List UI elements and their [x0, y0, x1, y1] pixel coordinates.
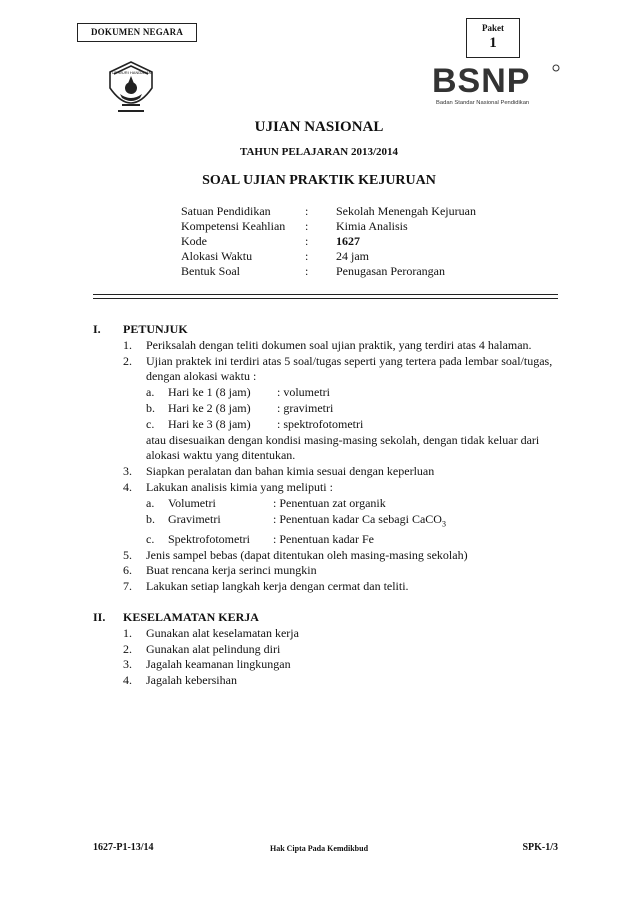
sub-letter: a. [146, 495, 155, 510]
item-text: Lakukan analisis kimia yang meliputi : [146, 479, 333, 494]
footer-page: SPK-1/3 [522, 842, 558, 853]
info-sep: : [305, 219, 309, 233]
sub-label: Gravimetri [168, 511, 221, 526]
sub-value: : Penentuan kadar Ca sebagi CaCO [273, 511, 442, 526]
info-label: Bentuk Soal [181, 264, 240, 278]
item-text: Lakukan setiap langkah kerja dengan cermat dan teliti. [146, 579, 409, 594]
item-number: 1. [123, 625, 132, 640]
list-item [123, 579, 563, 595]
section-number: II. [93, 609, 106, 624]
list-item [123, 548, 563, 564]
section-keselamatan [93, 610, 563, 689]
item-number: 5. [123, 547, 132, 562]
logo-left-text: TUT WURI HANDAYANI [109, 70, 153, 75]
item-text: Jenis sampel bebas (dapat ditentukan oleh masing-masing sekolah) [146, 547, 468, 562]
subscript: 3 [441, 518, 446, 528]
info-value: 24 jam [336, 249, 369, 263]
sub-label: Spektrofotometri [168, 531, 250, 546]
paket-box [466, 18, 520, 58]
info-value: Penugasan Perorangan [336, 264, 445, 278]
info-row [181, 264, 476, 279]
item-text: Jagalah keamanan lingkungan [146, 657, 291, 672]
item-text: Gunakan alat keselamatan kerja [146, 625, 299, 640]
list-item [123, 338, 563, 354]
item-number: 6. [123, 563, 132, 578]
item-note: atau disesuaikan dengan kondisi masing-masing sekolah, dengan tidak keluar dari alokasi waktu yang ditentukan. [146, 432, 540, 463]
list-item [123, 673, 563, 689]
section-heading: PETUNJUK [123, 322, 188, 336]
sub-item [146, 512, 563, 532]
item-text: Ujian praktek ini terdiri atas 5 soal/tugas seperti yang tertera pada lembar soal/tugas, dengan alokasi waktu : [146, 353, 553, 384]
info-sep: : [305, 234, 309, 248]
info-value: Kimia Analisis [336, 219, 408, 233]
paket-label: Paket [482, 23, 504, 33]
dokumen-negara-label: DOKUMEN NEGARA [77, 23, 197, 42]
list-item [123, 626, 563, 642]
sub-letter: c. [146, 531, 155, 546]
exam-subtitle: SOAL UJIAN PRAKTIK KEJURUAN [202, 173, 436, 188]
sub-letter: b. [146, 511, 155, 526]
item-number: 2. [123, 353, 132, 368]
info-sep: : [305, 249, 309, 263]
section-number: I. [93, 322, 101, 336]
sub-value: : Penentuan zat organik [273, 495, 386, 510]
footer-code: 1627-P1-13/14 [93, 842, 154, 853]
item-text: Gunakan alat pelindung diri [146, 641, 281, 656]
sub-item [146, 532, 563, 548]
item-number: 4. [123, 479, 132, 494]
item-text: Buat rencana kerja serinci mungkin [146, 563, 317, 578]
info-row [181, 249, 476, 264]
item-number: 3. [123, 657, 132, 672]
document-body [93, 322, 563, 689]
divider-top [93, 294, 558, 295]
sub-item [146, 496, 563, 512]
item-number: 4. [123, 673, 132, 688]
info-value: Sekolah Menengah Kejuruan [336, 204, 476, 218]
list-item [123, 464, 563, 480]
sub-item [146, 417, 563, 433]
info-label: Alokasi Waktu [181, 249, 253, 263]
list-item [123, 480, 563, 548]
list-item [123, 657, 563, 673]
bsnp-logo [430, 62, 564, 108]
sub-item [146, 385, 563, 401]
item-text: Siapkan peralatan dan bahan kimia sesuai dengan keperluan [146, 464, 435, 479]
exam-info-table [181, 204, 476, 279]
sub-label: Hari ke 3 (8 jam) [168, 416, 251, 431]
footer-copyright: Hak Cipta Pada Kemdikbud [269, 844, 369, 853]
sub-value: : gravimetri [277, 400, 334, 415]
sub-letter: b. [146, 400, 155, 415]
item-number: 3. [123, 464, 132, 479]
item-number: 2. [123, 641, 132, 656]
paket-number: 1 [489, 35, 497, 51]
sub-value: : volumetri [277, 385, 330, 400]
item-text: Periksalah dengan teliti dokumen soal ujian praktik, yang terdiri atas 4 halaman. [146, 337, 532, 352]
sub-label: Volumetri [168, 495, 216, 510]
divider-bottom [93, 298, 558, 299]
exam-title: UJIAN NASIONAL [254, 119, 384, 135]
info-label: Kompetensi Keahlian [181, 219, 286, 233]
item-text: Jagalah kebersihan [146, 673, 237, 688]
sub-letter: c. [146, 416, 155, 431]
info-value: 1627 [336, 234, 360, 248]
sub-value: : spektrofotometri [277, 416, 364, 431]
tut-wuri-handayani-logo [102, 58, 160, 124]
sub-item [146, 401, 563, 417]
exam-year: TAHUN PELAJARAN 2013/2014 [239, 146, 399, 158]
info-label: Kode [181, 234, 207, 248]
info-sep: : [305, 204, 309, 218]
item-number: 7. [123, 579, 132, 594]
info-row [181, 234, 476, 249]
logo-right-text: BSNP [432, 62, 531, 100]
logo-right-subtitle: Badan Standar Nasional Pendidikan [436, 100, 530, 106]
sub-label: Hari ke 2 (8 jam) [168, 400, 251, 415]
list-item [123, 563, 563, 579]
sub-letter: a. [146, 385, 155, 400]
list-item [123, 642, 563, 658]
info-row [181, 204, 476, 219]
section-petunjuk [93, 322, 563, 595]
section-heading: KESELAMATAN KERJA [123, 609, 259, 624]
sub-label: Hari ke 1 (8 jam) [168, 385, 251, 400]
sub-value: : Penentuan kadar Fe [273, 531, 374, 546]
list-item [123, 354, 563, 465]
info-row [181, 219, 476, 234]
item-number: 1. [123, 337, 132, 352]
info-sep: : [305, 264, 309, 278]
info-label: Satuan Pendidikan [181, 204, 271, 218]
